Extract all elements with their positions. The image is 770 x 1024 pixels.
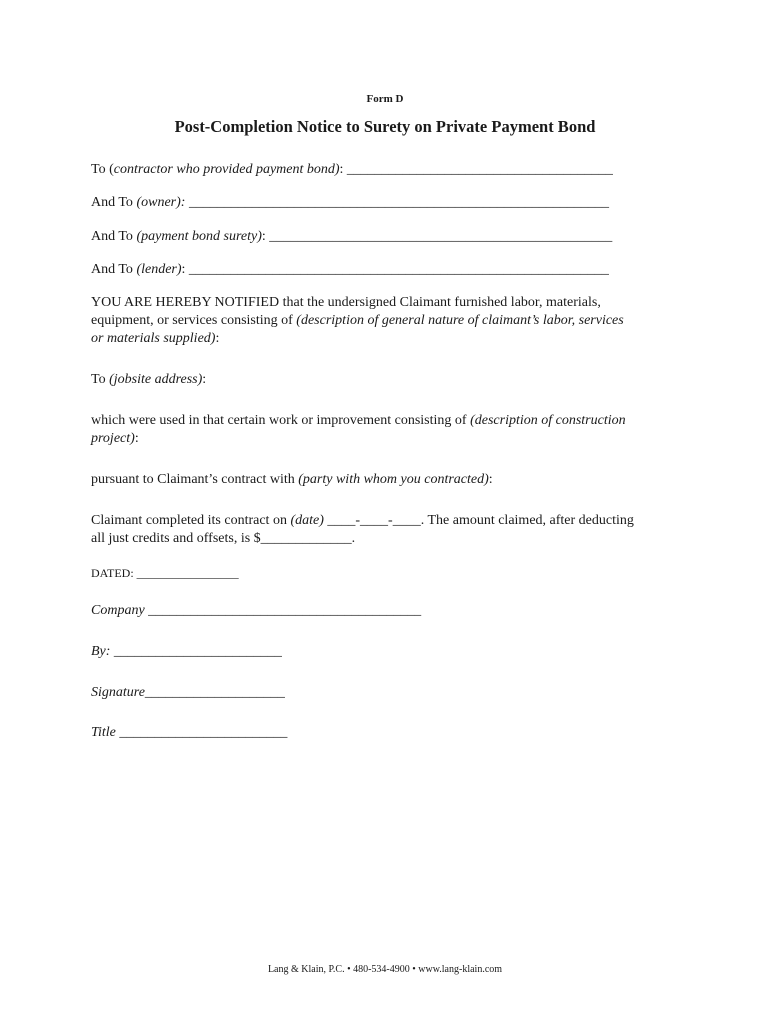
notice-line-2: equipment, or services consisting of (description of general nature of claimant’s labor, services <box>91 313 624 328</box>
completion-date-line[interactable]: Claimant completed its contract on (date) ____-____-____. The amount claimed, after deducting <box>91 513 634 528</box>
notice-line-1: YOU ARE HEREBY NOTIFIED that the undersigned Claimant furnished labor, materials, <box>91 295 601 310</box>
title-field[interactable]: Title ________________________ <box>91 725 288 740</box>
by-field[interactable]: By: ________________________ <box>91 644 282 659</box>
recipient-lender-line[interactable]: And To (lender): ____________________________________________________________ <box>91 262 609 277</box>
document-title: Post-Completion Notice to Surety on Private Payment Bond <box>174 117 596 136</box>
amount-claimed-line[interactable]: all just credits and offsets, is $_____________. <box>91 531 356 546</box>
recipient-surety-line[interactable]: And To (payment bond surety): _________________________________________________ <box>91 229 613 244</box>
work-line-1: which were used in that certain work or improvement consisting of (description of construction <box>91 413 626 428</box>
contract-party-line[interactable]: pursuant to Claimant’s contract with (party with whom you contracted): <box>91 472 493 487</box>
form-label: Form D <box>366 93 404 105</box>
dated-field[interactable]: DATED: _________________ <box>91 566 239 580</box>
signature-field[interactable]: Signature____________________ <box>91 685 285 700</box>
recipient-contractor-line[interactable]: To (contractor who provided payment bond): ______________________________________ <box>91 162 613 177</box>
jobsite-address-line[interactable]: To (jobsite address): <box>91 372 207 387</box>
work-line-2[interactable]: project): <box>91 431 139 446</box>
footer-contact: Lang & Klain, P.C. • 480-534-4900 • www.lang-klain.com <box>267 964 503 975</box>
recipient-owner-line[interactable]: And To (owner): ____________________________________________________________ <box>91 195 609 210</box>
company-field[interactable]: Company _______________________________________ <box>91 603 422 618</box>
notice-line-3[interactable]: or materials supplied): <box>91 331 220 346</box>
